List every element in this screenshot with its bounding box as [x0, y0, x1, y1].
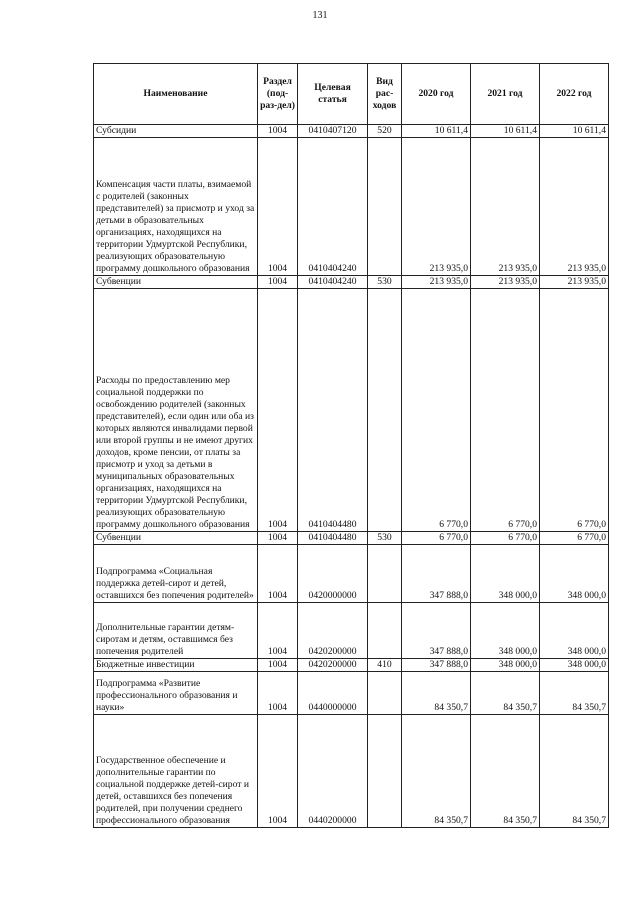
header-2021: 2021 год: [471, 64, 540, 125]
row-kind: [368, 672, 402, 715]
table-row: [94, 715, 609, 828]
row-2020: 84 350,7: [402, 672, 471, 715]
row-kind: 410: [368, 659, 402, 672]
row-kind: [368, 289, 402, 532]
row-name: Бюджетные инвестиции: [94, 659, 258, 672]
row-2021: 84 350,7: [471, 715, 540, 828]
row-name: Субвенции: [94, 532, 258, 545]
row-2022: 84 350,7: [540, 715, 609, 828]
row-section: 1004: [258, 545, 298, 603]
header-kind: Вид рас-ходов: [368, 64, 402, 125]
row-article: 0410404480: [298, 532, 368, 545]
row-section: 1004: [258, 532, 298, 545]
row-section: 1004: [258, 138, 298, 276]
row-2020: 6 770,0: [402, 289, 471, 532]
row-2020: 347 888,0: [402, 659, 471, 672]
header-section: Раздел (под-раз-дел): [258, 64, 298, 125]
row-2020: 347 888,0: [402, 545, 471, 603]
row-name: Государственное обеспечение и дополнительные гарантии по социальной поддержке детей-сирот и детей, оставшихся без попечения родителей, при получении среднего профессионального образования: [94, 715, 258, 828]
row-kind: [368, 545, 402, 603]
row-2022: 213 935,0: [540, 138, 609, 276]
table-row: [94, 138, 609, 276]
row-section: 1004: [258, 289, 298, 532]
row-name: Субсидии: [94, 125, 258, 138]
page-number: 131: [312, 10, 328, 21]
row-2022: 348 000,0: [540, 545, 609, 603]
row-2021: 6 770,0: [471, 532, 540, 545]
row-section: 1004: [258, 715, 298, 828]
row-name: Подпрограмма «Социальная поддержка детей-сирот и детей, оставшихся без попечения родителей»: [94, 545, 258, 603]
row-2020: 213 935,0: [402, 276, 471, 289]
row-2020: 84 350,7: [402, 715, 471, 828]
row-section: 1004: [258, 603, 298, 659]
row-name: Подпрограмма «Развитие профессионального образования и науки»: [94, 672, 258, 715]
row-2022: 213 935,0: [540, 276, 609, 289]
header-row: [94, 64, 609, 125]
table-row: [94, 672, 609, 715]
row-article: 0440200000: [298, 715, 368, 828]
row-kind: [368, 138, 402, 276]
table-row: [94, 276, 609, 289]
row-2022: 6 770,0: [540, 532, 609, 545]
row-2022: 348 000,0: [540, 659, 609, 672]
row-article: 0410404240: [298, 138, 368, 276]
table-row: [94, 532, 609, 545]
table-row: [94, 289, 609, 532]
row-2020: 10 611,4: [402, 125, 471, 138]
row-section: 1004: [258, 125, 298, 138]
row-2021: 348 000,0: [471, 545, 540, 603]
row-section: 1004: [258, 659, 298, 672]
row-2021: 10 611,4: [471, 125, 540, 138]
row-article: 0420200000: [298, 603, 368, 659]
budget-table: [93, 63, 609, 828]
header-article: Целевая статья: [298, 64, 368, 125]
table-row: [94, 659, 609, 672]
row-2020: 6 770,0: [402, 532, 471, 545]
row-article: 0410404240: [298, 276, 368, 289]
row-kind: [368, 715, 402, 828]
row-2021: 348 000,0: [471, 603, 540, 659]
row-2022: 348 000,0: [540, 603, 609, 659]
row-kind: 520: [368, 125, 402, 138]
row-article: 0410404480: [298, 289, 368, 532]
row-article: 0420200000: [298, 659, 368, 672]
row-2022: 6 770,0: [540, 289, 609, 532]
header-2020: 2020 год: [402, 64, 471, 125]
table-row: [94, 545, 609, 603]
row-article: 0440000000: [298, 672, 368, 715]
row-2022: 10 611,4: [540, 125, 609, 138]
row-2022: 84 350,7: [540, 672, 609, 715]
row-kind: [368, 603, 402, 659]
row-article: 0410407120: [298, 125, 368, 138]
row-kind: 530: [368, 532, 402, 545]
table-row: [94, 125, 609, 138]
row-2021: 213 935,0: [471, 138, 540, 276]
row-2021: 6 770,0: [471, 289, 540, 532]
header-2022: 2022 год: [540, 64, 609, 125]
row-2020: 347 888,0: [402, 603, 471, 659]
row-name: Компенсация части платы, взимаемой с родителей (законных представителей) за присмотр и уход за детьми в образовательных организациях, находящихся на территории Удмуртской Республики, реализующих образовательную программу дошкольного образования: [94, 138, 258, 276]
row-section: 1004: [258, 672, 298, 715]
row-kind: 530: [368, 276, 402, 289]
row-2021: 213 935,0: [471, 276, 540, 289]
row-name: Дополнительные гарантии детям-сиротам и детям, оставшимся без попечения родителей: [94, 603, 258, 659]
header-name: Наименование: [94, 64, 258, 125]
row-name: Субвенции: [94, 276, 258, 289]
row-section: 1004: [258, 276, 298, 289]
row-2020: 213 935,0: [402, 138, 471, 276]
table-row: [94, 603, 609, 659]
row-2021: 84 350,7: [471, 672, 540, 715]
row-2021: 348 000,0: [471, 659, 540, 672]
row-name: Расходы по предоставлению мер социальной поддержки по освобождению родителей (законных представителей), если один или оба из которых являются инвалидами первой или второй группы и не имеют других доходов, кроме пенсии, от платы за присмотр и уход за детьми в муниципальных образовательных организациях, находящихся на территории Удмуртской Республики, реализующих образовательную программу дошкольного образования: [94, 289, 258, 532]
row-article: 0420000000: [298, 545, 368, 603]
